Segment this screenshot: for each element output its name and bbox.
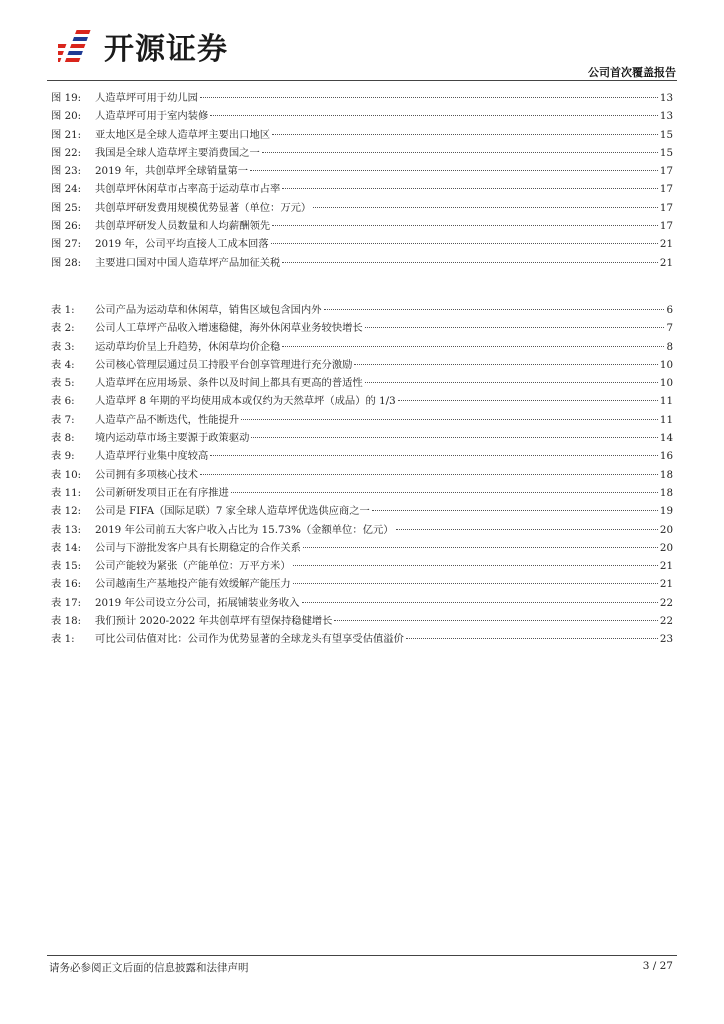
table-entry[interactable] (51, 447, 673, 465)
entry-title: 2019 年，共创草坪全球销量第一 (95, 165, 249, 178)
dot-leader (398, 400, 658, 401)
table-entry[interactable] (51, 338, 673, 356)
entry-label: 图 20: (51, 110, 82, 123)
entry-label: 图 24: (51, 183, 82, 196)
dot-leader (251, 437, 657, 438)
table-entry[interactable] (51, 612, 673, 630)
entry-label: 图 21: (51, 128, 82, 141)
company-logo (58, 24, 228, 68)
entry-title: 人造草坪 8 年期的平均使用成本或仅约为天然草坪（成品）的 1/3 (95, 395, 396, 408)
entry-label: 表 8: (51, 432, 75, 445)
entry-page-number: 21 (659, 238, 673, 251)
entry-label: 图 19: (51, 92, 82, 104)
entry-title: 公司产能较为紧张（产能单位：万平方米） (95, 560, 291, 573)
entry-label: 表 16: (51, 578, 82, 591)
dot-leader (210, 455, 658, 456)
dot-leader (200, 97, 658, 98)
entry-label: 图 27: (51, 238, 82, 251)
figure-entry[interactable] (51, 126, 673, 144)
entry-title: 亚太地区是全球人造草坪主要出口地区 (95, 128, 271, 141)
dot-leader (272, 225, 658, 226)
table-entry[interactable] (51, 539, 673, 557)
entry-label: 表 6: (51, 395, 75, 408)
entry-title: 运动草均价呈上升趋势，休闲草均价企稳 (95, 340, 281, 353)
dot-leader (282, 188, 658, 189)
entry-page-number: 13 (659, 92, 673, 104)
entry-page-number: 11 (659, 395, 673, 408)
entry-page-number: 11 (659, 413, 673, 426)
entry-label: 表 1: (51, 304, 75, 316)
dot-leader (250, 170, 658, 171)
dot-leader (210, 115, 658, 116)
entry-title: 主要进口国对中国人造草坪产品加征关税 (95, 256, 281, 269)
figure-entry[interactable] (51, 107, 673, 125)
entry-title: 可比公司估值对比：公司作为优势显著的全球龙头有望享受估值溢价 (95, 633, 404, 646)
entry-label: 图 22: (51, 146, 82, 159)
table-entry[interactable] (51, 374, 673, 392)
entry-label: 表 10: (51, 468, 82, 481)
entry-label: 表 2: (51, 322, 75, 335)
dot-leader (365, 382, 658, 383)
entry-title: 人造草坪行业集中度较高 (95, 450, 209, 463)
table-entry[interactable] (51, 521, 673, 539)
entry-page-number: 15 (659, 146, 673, 159)
table-entry[interactable] (51, 630, 673, 648)
entry-label: 表 13: (51, 523, 82, 536)
table-entry[interactable] (51, 466, 673, 484)
report-type: 公司首次覆盖报告 (588, 66, 676, 79)
entry-title: 公司核心管理层通过员工持股平台创享管理进行充分激励 (95, 358, 353, 371)
table-entry[interactable] (51, 411, 673, 429)
entry-label: 表 9: (51, 450, 75, 463)
entry-title: 我们预计 2020-2022 年共创草坪有望保持稳健增长 (95, 615, 333, 628)
dot-leader (241, 419, 658, 420)
entry-title: 人造草坪可用于室内装修 (95, 110, 209, 123)
entry-page-number: 20 (659, 523, 673, 536)
header-divider (47, 80, 677, 81)
entry-title: 人造草产品不断迭代，性能提升 (95, 413, 240, 426)
dot-leader (282, 346, 664, 347)
footer-divider (47, 955, 677, 956)
figure-entry[interactable] (51, 144, 673, 162)
entry-page-number: 8 (666, 340, 673, 353)
entry-page-number: 19 (659, 505, 673, 518)
entry-page-number: 10 (659, 358, 673, 371)
entry-label: 表 18: (51, 615, 82, 628)
dot-leader (282, 262, 658, 263)
dot-leader (231, 492, 658, 493)
dot-leader (406, 638, 658, 639)
entry-label: 表 5: (51, 377, 75, 390)
entry-page-number: 17 (659, 201, 673, 214)
entry-label: 图 26: (51, 220, 82, 233)
dot-leader (354, 364, 657, 365)
entry-page-number: 18 (659, 486, 673, 499)
entry-page-number: 23 (659, 633, 673, 646)
dot-leader (372, 510, 658, 511)
dot-leader (365, 327, 665, 328)
entry-page-number: 7 (666, 322, 673, 335)
dot-leader (262, 152, 658, 153)
entry-page-number: 17 (659, 183, 673, 196)
company-name: 开源证券 (104, 32, 228, 67)
entry-title: 2019 年，公司平均直接人工成本回落 (95, 238, 269, 251)
entry-label: 表 17: (51, 596, 82, 609)
dot-leader (272, 134, 658, 135)
entry-label: 表 3: (51, 340, 75, 353)
figure-entry[interactable] (51, 254, 673, 272)
entry-title: 我国是全球人造草坪主要消费国之一 (95, 146, 260, 159)
entry-title: 公司越南生产基地投产能有效缓解产能压力 (95, 578, 291, 591)
entry-page-number: 17 (659, 165, 673, 178)
dot-leader (303, 547, 658, 548)
entry-title: 共创草坪休闲草市占率高于运动草市占率 (95, 183, 281, 196)
dot-leader (334, 620, 657, 621)
entry-label: 表 15: (51, 560, 82, 573)
dot-leader (271, 243, 658, 244)
dot-leader (313, 207, 658, 208)
table-entry[interactable] (51, 319, 673, 337)
entry-page-number: 21 (659, 256, 673, 269)
entry-title: 公司与下游批发客户具有长期稳定的合作关系 (95, 541, 301, 554)
entry-label: 表 14: (51, 541, 82, 554)
dot-leader (200, 474, 658, 475)
entry-title: 2019 年公司设立分公司，拓展铺装业务收入 (95, 596, 300, 609)
entry-label: 表 1: (51, 633, 75, 646)
dot-leader (293, 565, 658, 566)
page-indicator: 3 / 27 (642, 960, 673, 972)
entry-title: 人造草坪可用于幼儿园 (95, 92, 198, 104)
entry-page-number: 13 (659, 110, 673, 123)
table-entry[interactable] (51, 575, 673, 593)
figure-entry[interactable] (51, 217, 673, 235)
entry-title: 公司是 FIFA（国际足联）7 家全球人造草坪优选供应商之一 (95, 505, 370, 518)
entry-title: 境内运动草市场主要源于政策驱动 (95, 432, 250, 445)
entry-title: 共创草坪研发费用规模优势显著（单位：万元） (95, 201, 312, 214)
figure-entry[interactable] (51, 199, 673, 217)
entry-page-number: 16 (659, 450, 673, 463)
dot-leader (396, 529, 658, 530)
table-entry[interactable] (51, 356, 673, 374)
footer-disclaimer: 请务必参阅正文后面的信息披露和法律声明 (49, 962, 249, 974)
entry-title: 人造草坪在应用场景、条件以及时间上都具有更高的普适性 (95, 377, 363, 390)
table-list (51, 301, 673, 649)
entry-title: 公司人工草坪产品收入增速稳健，海外休闲草业务较快增长 (95, 322, 363, 335)
table-entry[interactable] (51, 392, 673, 410)
figure-entry[interactable] (51, 180, 673, 198)
table-entry[interactable] (51, 301, 673, 319)
entry-title: 公司新研发项目正在有序推进 (95, 486, 229, 499)
figure-list (51, 89, 673, 272)
entry-label: 表 12: (51, 505, 82, 518)
entry-page-number: 22 (659, 596, 673, 609)
entry-label: 表 7: (51, 413, 75, 426)
entry-title: 2019 年公司前五大客户收入占比为 15.73%（金额单位：亿元） (95, 523, 394, 536)
dot-leader (324, 309, 665, 310)
entry-title: 公司拥有多项核心技术 (95, 468, 198, 481)
entry-label: 表 4: (51, 358, 75, 371)
logo-icon (58, 26, 98, 66)
entry-page-number: 21 (659, 578, 673, 591)
table-entry[interactable] (51, 429, 673, 447)
figure-entry[interactable] (51, 235, 673, 253)
entry-page-number: 18 (659, 468, 673, 481)
entry-page-number: 14 (659, 432, 673, 445)
dot-leader (293, 583, 658, 584)
entry-page-number: 17 (659, 220, 673, 233)
entry-label: 图 25: (51, 201, 82, 214)
table-entry[interactable] (51, 502, 673, 520)
entry-page-number: 10 (659, 377, 673, 390)
table-entry[interactable] (51, 594, 673, 612)
entry-page-number: 21 (659, 560, 673, 573)
entry-page-number: 6 (666, 304, 673, 316)
dot-leader (302, 602, 658, 603)
entry-page-number: 22 (659, 615, 673, 628)
entry-title: 公司产品为运动草和休闲草，销售区域包含国内外 (95, 304, 322, 316)
entry-label: 图 28: (51, 256, 82, 269)
entry-label: 图 23: (51, 165, 82, 178)
entry-page-number: 15 (659, 128, 673, 141)
table-entry[interactable] (51, 557, 673, 575)
figure-entry[interactable] (51, 89, 673, 107)
entry-title: 共创草坪研发人员数量和人均薪酬领先 (95, 220, 271, 233)
entry-label: 表 11: (51, 486, 82, 499)
table-entry[interactable] (51, 484, 673, 502)
entry-page-number: 20 (659, 541, 673, 554)
figure-entry[interactable] (51, 162, 673, 180)
